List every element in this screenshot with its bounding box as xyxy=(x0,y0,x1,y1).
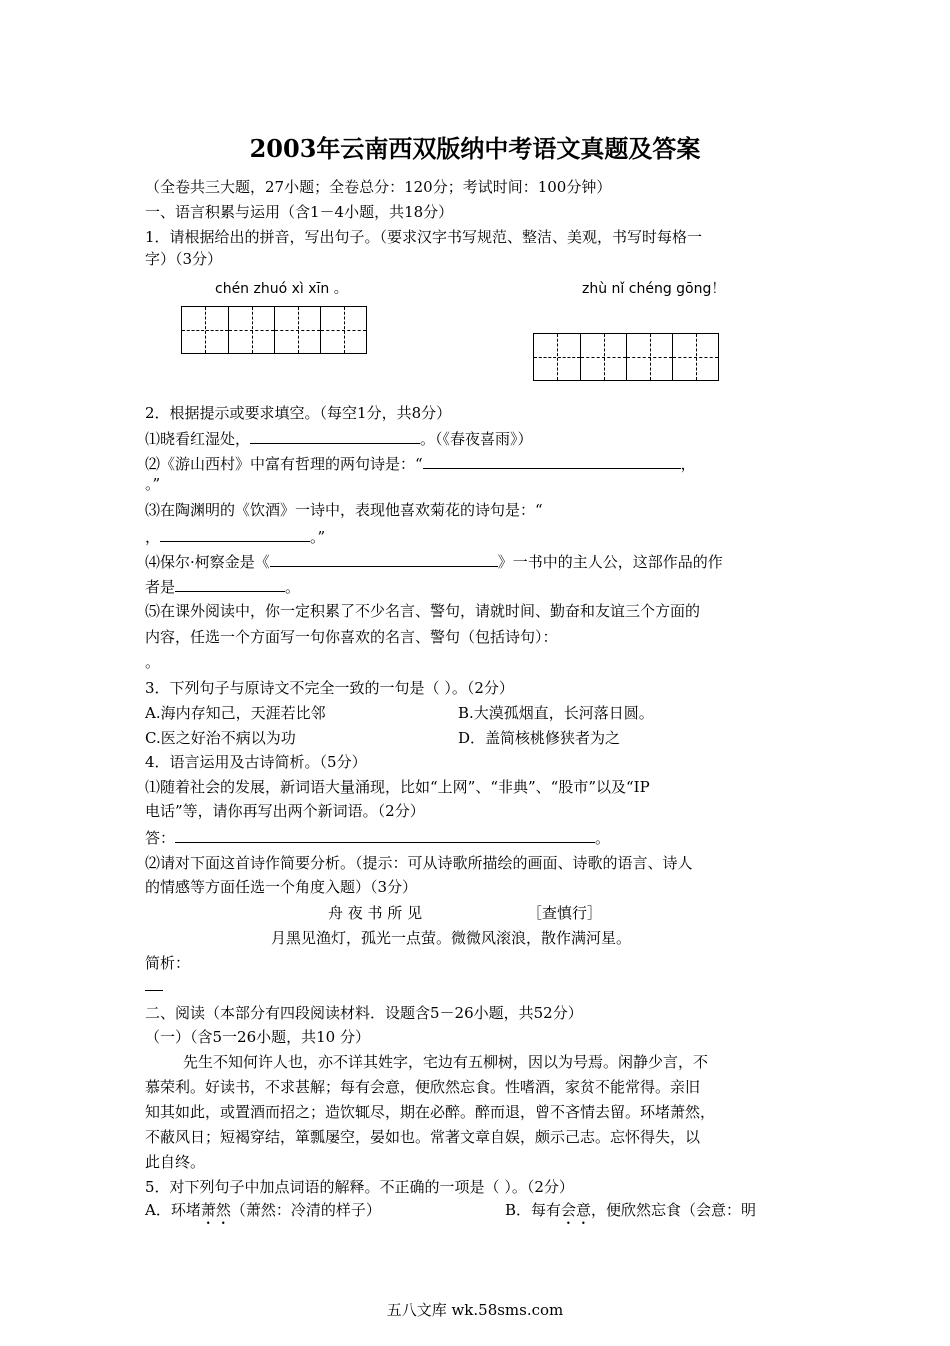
poem-author: ［查慎行］ xyxy=(527,904,603,922)
q2-5-cont: 内容，任选一个方面写一句你喜欢的名言、警句（包括诗句）： xyxy=(145,628,558,646)
poem-title: 舟 夜 书 所 见 xyxy=(328,904,423,922)
q3-option-b: B.大漠孤烟直，长河落日圆。 xyxy=(458,704,654,722)
q2-4 xyxy=(145,551,810,572)
page-title: 2003年云南西双版纳中考语文真题及答案 xyxy=(249,134,701,163)
part2-heading: 二、阅读（本部分有四段阅读材料．设题含5－26小题，共52分） xyxy=(145,1004,583,1022)
q3-option-d: D．盖简核桃修狭者为之 xyxy=(458,729,621,747)
grid-cell[interactable] xyxy=(580,334,626,380)
passage-line: 慕荣利。好读书，不求甚解；每有会意，便欣然忘食。性嗜酒，家贫不能常得。亲旧 xyxy=(145,1078,701,1096)
q2-2 xyxy=(145,453,810,474)
q2-heading: 2．根据提示或要求填空。（每空1分，共8分） xyxy=(145,404,452,422)
q5-a-gloss: （萧然：冷清的样子） xyxy=(230,1201,381,1219)
q2-4-mid: 》一书中的主人公，这部作品的作 xyxy=(497,553,723,571)
q3-option-c: C.医之好治不病以为功 xyxy=(145,729,296,747)
q2-4-author xyxy=(145,576,810,597)
part1-heading: 一、语言积累与运用（含1－4小题，共18分） xyxy=(145,203,454,221)
grid-cell[interactable] xyxy=(274,307,320,353)
grid-cell[interactable] xyxy=(182,307,228,353)
q5-b-gloss: ，便欣然忘食（会意：明 xyxy=(591,1201,757,1219)
q4-2-cont: 的情感等方面任选一个角度入题）（3分） xyxy=(145,878,418,896)
passage-line: 知其如此，或置酒而招之；造饮辄尽，期在必醉。醉而退，曾不吝情去留。环堵萧然， xyxy=(145,1103,716,1121)
q3: 3．下列句子与原诗文不完全一致的一句是（ ）。（2分） xyxy=(145,679,514,697)
answer-label: 答： xyxy=(145,829,176,847)
pinyin-left: chén zhuó xì xīn 。 xyxy=(215,281,348,297)
exam-intro: （全卷共三大题，27小题；全卷总分：120分；考试时间：100分钟） xyxy=(145,178,612,196)
q4-1-answer xyxy=(145,827,810,848)
reading-section-1: （一）（含5一26小题，共10 分） xyxy=(145,1028,370,1046)
footer-watermark: 五八文库 wk.58sms.com xyxy=(386,1301,564,1319)
q2-1-source: 。（《春夜喜雨》） xyxy=(420,430,533,448)
grid-cell[interactable] xyxy=(672,334,718,380)
q5-option-b xyxy=(505,1200,810,1228)
grid-cell[interactable] xyxy=(534,334,580,380)
grid-cell[interactable] xyxy=(626,334,672,380)
pinyin-right: zhù nǐ chéng gōng！ xyxy=(582,281,726,297)
q1-text-cont: 字）（3分） xyxy=(145,250,223,268)
q2-2-prompt: ⑵《游山西村》中富有哲理的两句诗是：“ xyxy=(145,455,423,473)
q2-3-prompt: ⑶在陶渊明的《饮酒》一诗中，表现他喜欢菊花的诗句是：“ xyxy=(145,501,543,519)
dotted-word: 萧然 xyxy=(200,1201,231,1219)
q2-1 xyxy=(145,428,810,449)
q2-1-prompt: ⑴晓看红湿处， xyxy=(145,430,251,448)
q2-4-author-prompt: 者是 xyxy=(145,578,176,596)
q4-1-end: 。 xyxy=(595,829,611,847)
q2-2-end: 。” xyxy=(145,475,161,493)
analysis-blank[interactable] xyxy=(145,990,163,991)
answer-blank[interactable] xyxy=(423,453,681,469)
poem-text: 月黑见渔灯，孤光一点萤。微微风滚浪，散作满河星。 xyxy=(271,929,632,947)
grid-cell[interactable] xyxy=(228,307,274,353)
passage-line: 先生不知何许人也，亦不详其姓字，宅边有五柳树，因以为号焉。闲静少言，不 xyxy=(183,1053,709,1071)
q2-4-end: 。 xyxy=(285,578,301,596)
analysis-label: 简析： xyxy=(145,954,191,972)
q4-2: ⑵请对下面这首诗作简要分析。（提示：可从诗歌所描绘的画面、诗歌的语言、诗人 xyxy=(145,854,693,872)
q4: 4．语言运用及古诗简析。（5分） xyxy=(145,753,367,771)
q5-option-a xyxy=(145,1200,475,1228)
grid-cell[interactable] xyxy=(320,307,366,353)
dotted-word: 会意 xyxy=(561,1201,592,1219)
writing-grid-right[interactable] xyxy=(533,333,719,381)
q2-3-comma: ， xyxy=(145,528,161,546)
answer-blank[interactable] xyxy=(175,827,595,843)
q5: 5．对下列句子中加点词语的解释。不正确的一项是（ ）。（2分） xyxy=(145,1178,574,1196)
answer-blank[interactable] xyxy=(160,526,310,542)
q2-4-prompt: ⑷保尔·柯察金是《 xyxy=(145,553,270,571)
passage-line: 不蔽风日；短褐穿结，箪瓢屡空，晏如也。常著文章自娱，颇示己志。忘怀得失，以 xyxy=(145,1128,701,1146)
q5-b-prefix: B．每有 xyxy=(505,1201,562,1219)
answer-blank[interactable] xyxy=(270,551,498,567)
q5-a-prefix: A．环堵 xyxy=(145,1201,201,1219)
q4-1-cont: 电话”等，请你再写出两个新词语。（2分） xyxy=(145,802,425,820)
answer-blank[interactable] xyxy=(250,428,420,444)
q1-text: 1．请根据给出的拼音，写出句子。（要求汉字书写规范、整洁、美观，书写时每格一 xyxy=(145,228,703,246)
answer-blank[interactable] xyxy=(175,576,285,592)
q4-1: ⑴随着社会的发展，新词语大量涌现，比如“上网”、“非典”、“股市”以及“IP xyxy=(145,778,650,796)
passage-line: 此自终。 xyxy=(145,1153,206,1171)
q2-3-cont xyxy=(145,526,810,547)
q2-3-end: 。” xyxy=(310,528,326,546)
writing-grid-left[interactable] xyxy=(181,306,367,354)
q2-5-end: 。 xyxy=(145,653,161,671)
q2-2-comma: ， xyxy=(680,455,696,473)
q3-option-a: A.海内存知己，天涯若比邻 xyxy=(145,704,326,722)
q2-5: ⑸在课外阅读中，你一定积累了不少名言、警句，请就时间、勤奋和友谊三个方面的 xyxy=(145,602,701,620)
